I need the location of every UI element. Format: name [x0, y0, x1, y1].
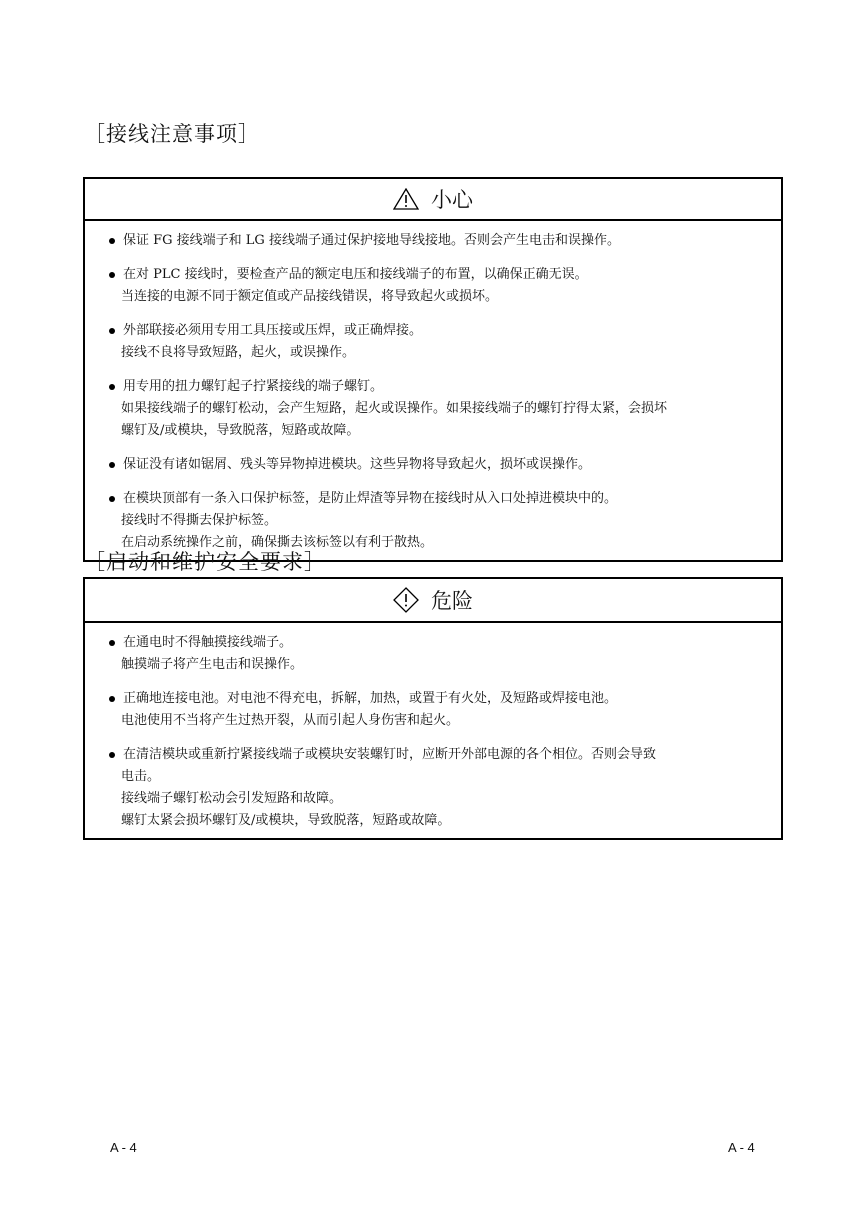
item-text-continued: 当连接的电源不同于额定值或产品接线错误，将导致起火或损坏。 [121, 289, 499, 304]
item-text-continued: 如果接线端子的螺钉松动，会产生短路，起火或误操作。如果接线端子的螺钉拧得太紧，会损坏 [121, 401, 668, 416]
item-text: 保证没有诸如锯屑、残头等异物掉进模块。这些异物将导致起火，损坏或误操作。 [123, 457, 592, 472]
list-item [109, 264, 761, 308]
item-text-continued: 在启动系统操作之前，确保撕去该标签以有利于散热。 [121, 535, 434, 550]
caution-box [83, 177, 783, 562]
bullet-icon [109, 328, 115, 334]
list-item [109, 454, 761, 476]
item-text: 在清洁模块或重新拧紧接线端子或模块安装螺钉时，应断开外部电源的各个相位。否则会导致 [123, 747, 657, 762]
item-text: 在对 PLC 接线时，要检查产品的额定电压和接线端子的布置，以确保正确无误。 [123, 267, 588, 282]
caution-label: 小心 [431, 188, 473, 212]
caution-box-header [85, 179, 781, 221]
item-text: 用专用的扭力螺钉起子拧紧接线的端子螺钉。 [123, 379, 384, 394]
bullet-icon [109, 640, 115, 646]
danger-items [85, 623, 781, 838]
item-text-continued: 螺钉太紧会损坏螺钉及/或模块，导致脱落，短路或故障。 [121, 813, 451, 828]
bullet-icon [109, 752, 115, 758]
item-text: 外部联接必须用专用工具压接或压焊，或正确焊接。 [123, 323, 423, 338]
caution-items [85, 221, 781, 560]
list-item [109, 320, 761, 364]
item-text: 正确地连接电池。对电池不得充电，拆解，加热，或置于有火处，及短路或焊接电池。 [123, 691, 618, 706]
bullet-icon [109, 496, 115, 502]
danger-label: 危险 [431, 589, 473, 613]
page-number-right: A - 4 [728, 1140, 755, 1155]
item-text-continued: 电击。 [121, 769, 161, 784]
danger-diamond-icon [393, 587, 419, 613]
warning-triangle-icon [393, 188, 419, 210]
bullet-icon [109, 238, 115, 244]
item-text-continued: 接线时不得撕去保护标签。 [121, 513, 278, 528]
list-item [109, 230, 761, 252]
item-text-continued: 接线端子螺钉松动会引发短路和故障。 [121, 791, 343, 806]
list-item [109, 744, 761, 832]
item-text: 在通电时不得触摸接线端子。 [123, 635, 293, 650]
page-number-left: A - 4 [110, 1140, 137, 1155]
danger-box [83, 577, 783, 840]
bullet-icon [109, 696, 115, 702]
list-item [109, 376, 761, 442]
item-text: 保证 FG 接线端子和 LG 接线端子通过保护接地导线接地。否则会产生电击和误操作。 [123, 233, 620, 248]
section-title-wiring: ［接线注意事项］ [84, 122, 260, 146]
item-text: 在模块顶部有一条入口保护标签，是防止焊渣等异物在接线时从入口处掉进模块中的。 [123, 491, 618, 506]
item-text-continued: 螺钉及/或模块，导致脱落，短路或故障。 [121, 423, 360, 438]
bullet-icon [109, 384, 115, 390]
list-item [109, 688, 761, 732]
bullet-icon [109, 462, 115, 468]
bullet-icon [109, 272, 115, 278]
danger-box-header [85, 579, 781, 623]
list-item [109, 488, 761, 554]
item-text-continued: 电池使用不当将产生过热开裂，从而引起人身伤害和起火。 [121, 713, 460, 728]
list-item [109, 632, 761, 676]
section-title-maintenance: ［启动和维护安全要求］ [84, 550, 326, 574]
item-text-continued: 接线不良将导致短路，起火，或误操作。 [121, 345, 356, 360]
item-text-continued: 触摸端子将产生电击和误操作。 [121, 657, 304, 672]
